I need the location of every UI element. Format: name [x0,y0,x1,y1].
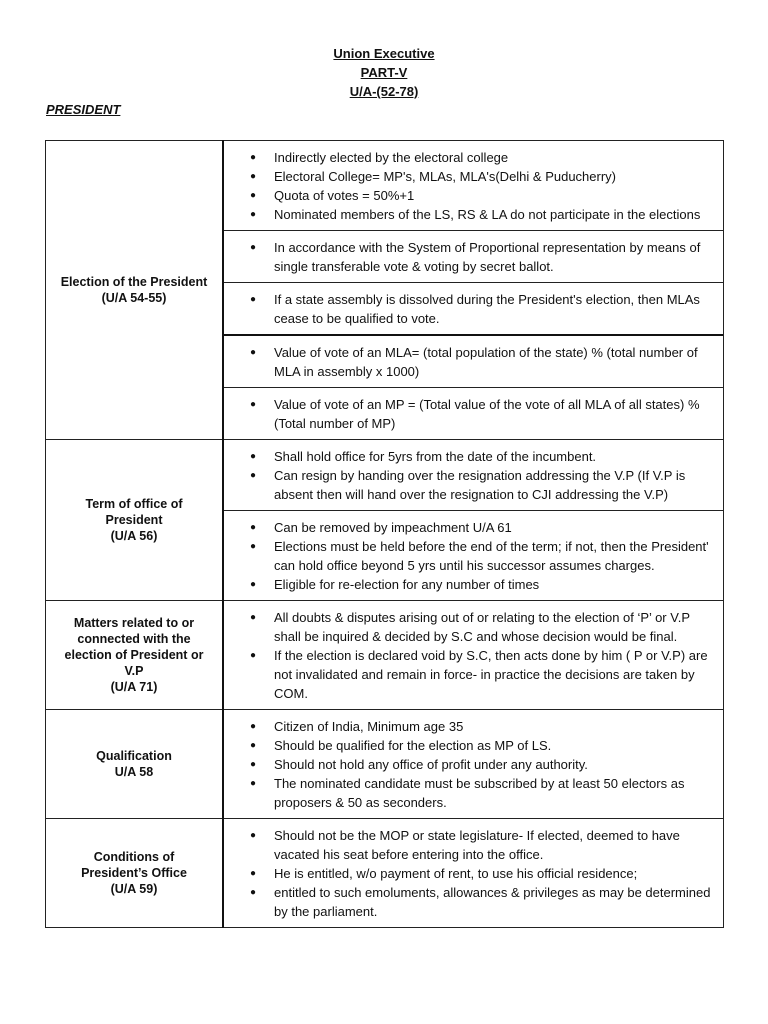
bullet-icon: ● [250,399,257,410]
bullet-icon: ● [250,759,257,770]
bullet-icon: ● [250,721,257,732]
content-cell [224,231,723,283]
bullet-icon: ● [250,612,257,623]
bullet-text: Can be removed by impeachment U/A 61 [274,520,512,535]
row-content [223,710,724,819]
content-cell [224,710,723,818]
bullet-text: If a state assembly is dissolved during the President's election, then MLAs cease to be qualified to vote. [274,292,700,326]
bullet-item [250,167,713,186]
bullet-icon: ● [250,740,257,751]
bullet-list [250,148,713,224]
bullet-item [250,238,713,276]
row-content [223,819,724,928]
bullet-text: Eligible for re-election for any number of times [274,577,540,592]
row-heading [46,601,224,710]
bullet-icon: ● [250,451,257,462]
row-heading [46,819,224,928]
section-title: PRESIDENT [46,102,121,117]
bullet-item [250,290,713,328]
bullet-text: He is entitled, w/o payment of rent, to use his official residence; [274,866,638,881]
bullet-icon: ● [250,541,257,552]
bullet-icon: ● [250,190,257,201]
bullet-text: In accordance with the System of Proportional representation by means of single transferable vote & voting by secret ballot. [274,240,701,274]
document-title: Union Executive [333,46,435,61]
bullet-text: Should not be the MOP or state legislature- If elected, deemed to have vacated his seat before entering into the office. [274,828,680,862]
row-heading-line: President’s Office [81,866,187,880]
bullet-icon: ● [250,830,257,841]
bullet-text: All doubts & disputes arising out of or relating to the election of ‘P’ or V.P shall be inquired & decided by S.C and whose decision would be final. [274,610,690,644]
bullet-text: Indirectly elected by the electoral college [274,150,509,165]
bullet-item [250,447,713,466]
bullet-list [250,826,713,921]
bullet-text: Nominated members of the LS, RS & LA do not participate in the elections [274,207,701,222]
bullet-list [250,290,713,328]
bullet-icon: ● [250,294,257,305]
row-heading-line: Qualification [96,749,172,763]
bullet-item [250,575,713,594]
bullet-list [250,518,713,594]
content-cell [224,388,723,439]
bullet-icon: ● [250,579,257,590]
row-heading-line: (U/A 56) [110,529,158,543]
content-cell [224,819,723,927]
content-cell [224,336,723,388]
bullet-item [250,466,713,504]
bullet-item [250,148,713,167]
bullet-icon: ● [250,650,257,661]
bullet-text: Citizen of India, Minimum age 35 [274,719,464,734]
table-row [46,601,724,710]
row-content [223,601,724,710]
bullet-text: Shall hold office for 5yrs from the date of the incumbent. [274,449,597,464]
content-cell [224,511,723,600]
row-heading-line: (U/A 54-55) [101,291,167,305]
row-heading-line: U/A 58 [114,765,154,779]
bullet-text: Quota of votes = 50%+1 [274,188,415,203]
table-row [46,819,724,928]
row-heading [46,141,224,440]
bullet-item [250,186,713,205]
row-heading [46,710,224,819]
table-row [46,440,724,601]
bullet-icon: ● [250,868,257,879]
bullet-icon: ● [250,171,257,182]
bullet-icon: ● [250,242,257,253]
row-content [223,141,724,440]
row-heading-line: connected with the [77,632,191,646]
bullet-item [250,736,713,755]
row-heading-line: (U/A 71) [110,680,158,694]
table-row [46,710,724,819]
bullet-item [250,395,713,433]
row-heading-line: President [105,513,163,527]
bullet-item [250,205,713,224]
president-table [45,140,724,928]
bullet-text: If the election is declared void by S.C, then acts done by him ( P or V.P) are not invalidated and remain in force- in practice the decisions are taken by COM. [274,648,708,701]
content-cell [224,601,723,709]
bullet-text: Value of vote of an MP = (Total value of the vote of all MLA of all states) % (Total number of MP) [274,397,700,431]
bullet-item [250,717,713,736]
bullet-icon: ● [250,347,257,358]
content-cell [224,440,723,511]
row-content [223,440,724,601]
content-cell [224,141,723,231]
bullet-item [250,755,713,774]
bullet-text: Should not hold any office of profit under any authority. [274,757,588,772]
row-heading-line: Election of the President [60,275,208,289]
row-heading-line: election of President or [64,648,204,662]
bullet-text: Can resign by handing over the resignation addressing the V.P (If V.P is absent then will hand over the resignation to CJI addressing the V.P) [274,468,686,502]
bullet-list [250,343,713,381]
bullet-icon: ● [250,778,257,789]
bullet-icon: ● [250,522,257,533]
bullet-item [250,608,713,646]
bullet-item [250,537,713,575]
row-heading-line: Conditions of [93,850,175,864]
bullet-item [250,518,713,537]
document-articles: U/A-(52-78) [349,84,419,99]
bullet-icon: ● [250,152,257,163]
bullet-item [250,343,713,381]
row-heading [46,440,224,601]
row-heading-line: V.P [124,664,144,678]
bullet-list [250,447,713,504]
row-heading-line: Term of office of [85,497,183,511]
row-heading-line: (U/A 59) [110,882,158,896]
bullet-text: Electoral College= MP's, MLAs, MLA's(Delhi & Puducherry) [274,169,617,184]
document-part: PART-V [360,65,408,80]
bullet-item [250,864,713,883]
bullet-list [250,608,713,703]
bullet-item [250,826,713,864]
bullet-icon: ● [250,209,257,220]
bullet-text: entitled to such emoluments, allowances & privileges as may be determined by the parliament. [274,885,711,919]
bullet-list [250,717,713,812]
document-header [0,44,768,101]
content-cell [224,283,723,336]
bullet-item [250,774,713,812]
bullet-icon: ● [250,887,257,898]
bullet-list [250,395,713,433]
bullet-icon: ● [250,470,257,481]
bullet-text: The nominated candidate must be subscribed by at least 50 electors as proposers & 50 as seconders. [274,776,685,810]
bullet-item [250,646,713,703]
bullet-text: Value of vote of an MLA= (total population of the state) % (total number of MLA in assembly x 1000) [274,345,698,379]
bullet-item [250,883,713,921]
table-row [46,141,724,440]
row-heading-line: Matters related to or [73,616,195,630]
bullet-text: Should be qualified for the election as MP of LS. [274,738,552,753]
bullet-list [250,238,713,276]
bullet-text: Elections must be held before the end of the term; if not, then the President' can hold office beyond 5 yrs until his successor assumes charges. [274,539,709,573]
